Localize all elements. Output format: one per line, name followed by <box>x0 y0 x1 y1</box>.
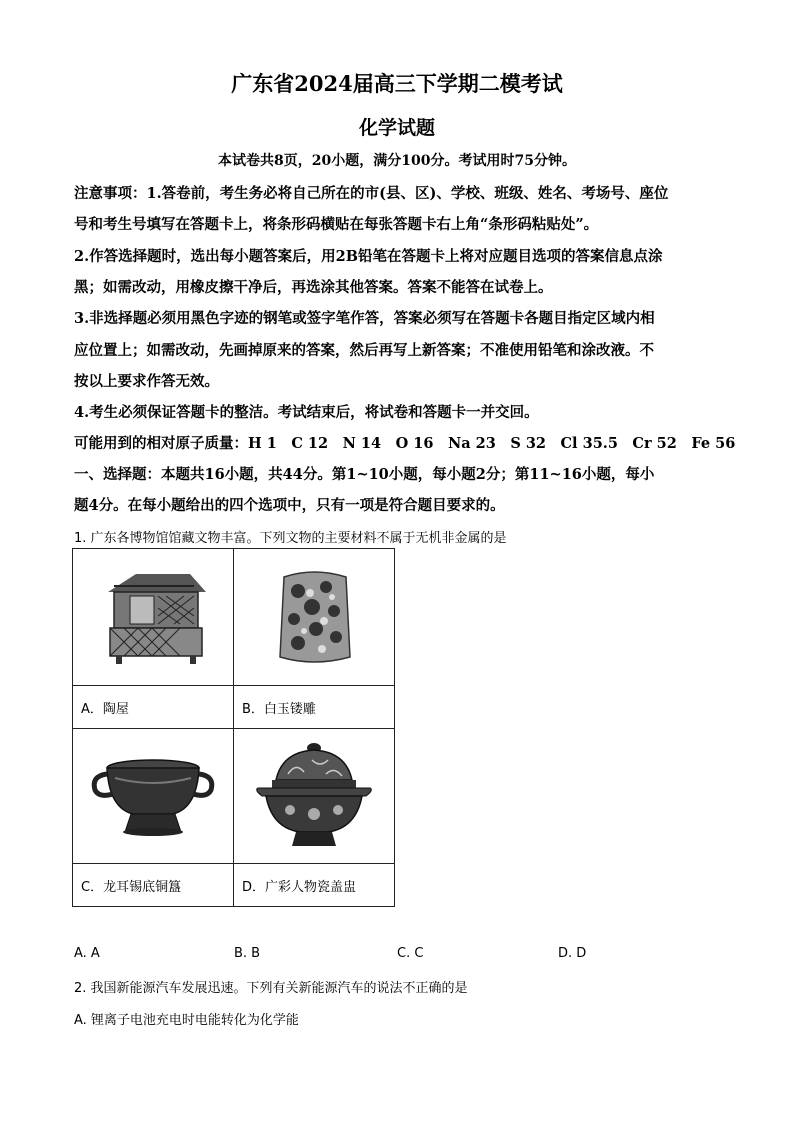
notes-line-7: 按以上要求作答无效。 <box>74 373 219 390</box>
question-1-stem: 1. 广东各博物馆馆藏文物丰富。下列文物的主要材料不属于无机非金属的是 <box>74 531 507 546</box>
option-d-label: D．广彩人物瓷盖盅 <box>234 864 395 907</box>
white-jade-carving-icon <box>264 567 364 667</box>
option-a-label: A．陶屋 <box>73 686 234 729</box>
option-c-image-cell <box>73 729 234 864</box>
choice-c: C. C <box>397 946 424 961</box>
notes-line-2: 号和考生号填写在答题卡上，将条形码横贴在每张答题卡右上角“条形码粘贴处”。 <box>74 216 599 233</box>
question-2-stem: 2. 我国新能源汽车发展迅速。下列有关新能源汽车的说法不正确的是 <box>74 981 468 996</box>
notes-line-4: 黑；如需改动，用橡皮擦干净后，再选涂其他答案。答案不能答在试卷上。 <box>74 279 553 296</box>
choice-b: B. B <box>234 946 261 961</box>
porcelain-lidded-bowl-icon <box>252 740 376 852</box>
notes-line-6: 应位置上；如需改动，先画掉原来的答案，然后再写上新答案；不准使用铅笔和涂改液。不 <box>74 342 654 359</box>
atomic-masses: 可能用到的相对原子质量：H 1 C 12 N 14 O 16 Na 23 S 32 Cl 35.5 Cr 52 Fe 56 <box>74 435 736 452</box>
artifact-table <box>72 548 395 907</box>
section-heading-line-1: 一、选择题：本题共16小题，共44分。第1~10小题，每小题2分；第11~16小题，每小 <box>74 466 655 483</box>
pottery-house-icon <box>94 568 212 666</box>
notes-line-3: 2.作答选择题时，选出每小题答案后，用2B铅笔在答题卡上将对应题目选项的答案信息点涂 <box>74 248 663 265</box>
question-2-option-a: A. 锂离子电池充电时电能转化为化学能 <box>74 1013 299 1028</box>
notes-line-8: 4.考生必须保证答题卡的整洁。考试结束后，将试卷和答题卡一并交回。 <box>74 404 539 421</box>
notes-line-1: 注意事项：1.答卷前，考生务必将自己所在的市(县、区)、学校、班级、姓名、考场号、座位 <box>74 185 669 202</box>
bronze-gui-icon <box>91 754 215 838</box>
option-b-label: B．白玉镂雕 <box>234 686 395 729</box>
subject-title: 化学试题 <box>358 117 435 139</box>
section-heading-line-2: 题4分。在每小题给出的四个选项中，只有一项是符合题目要求的。 <box>74 497 505 514</box>
option-c-label: C．龙耳锡底铜簋 <box>73 864 234 907</box>
page-title: 广东省2024届高三下学期二模考试 <box>231 71 563 96</box>
option-a-image-cell <box>73 549 234 686</box>
choice-d: D. D <box>558 946 587 961</box>
exam-info: 本试卷共8页，20小题，满分100分。考试用时75分钟。 <box>218 153 576 169</box>
notes-line-5: 3.非选择题必须用黑色字迹的钢笔或签字笔作答，答案必须写在答题卡各题目指定区域内相 <box>74 310 655 327</box>
option-d-image-cell <box>234 729 395 864</box>
choice-a: A. A <box>74 946 100 961</box>
option-b-image-cell <box>234 549 395 686</box>
